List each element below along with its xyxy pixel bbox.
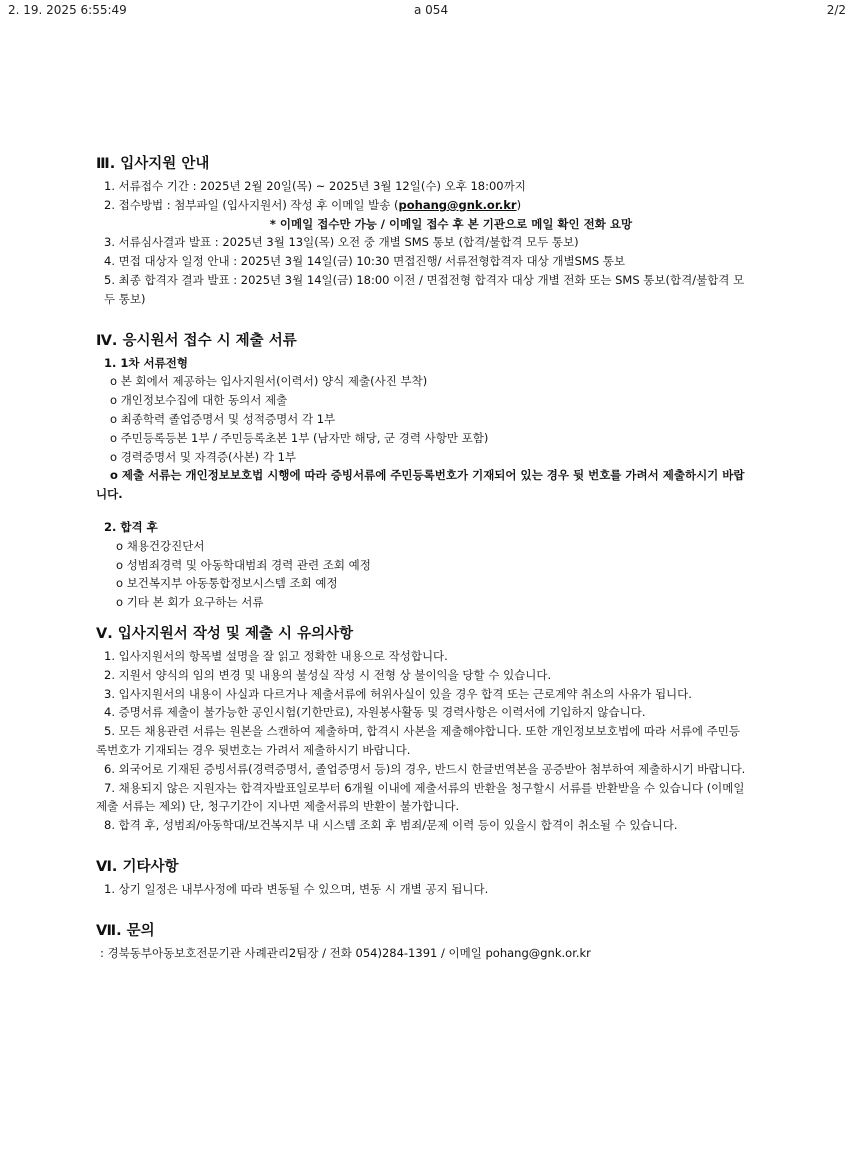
list-item: 1. 서류접수 기간 : 2025년 2월 20일(목) ~ 2025년 3월 12일(수) 오후 18:00까지 (104, 179, 526, 193)
section-title: Ⅲ. 입사지원 안내 (96, 156, 210, 172)
list-item: o 본 회에서 제공하는 입사지원서(이력서) 양식 제출(사진 부착) (110, 374, 428, 389)
list-item: 6. 외국어로 기재된 증빙서류(경력증명서, 졸업증명서 등)의 경우, 반드시 한글번역본을 공증받아 첨부하여 제출하시기 바랍니다. (104, 761, 746, 776)
list-item: o 주민등록등본 1부 / 주민등록초본 1부 (남자만 해당, 군 경력 사항만 포함) (110, 430, 489, 445)
privacy-notice: o 제출 서류는 개인정보보호법 시행에 따라 증빙서류에 주민등록번호가 기재되어 있는 경우 뒷 번호를 가려서 제출하시기 바랍니다. (96, 468, 745, 502)
list-item: 3. 서류심사결과 발표 : 2025년 3월 13일(목) 오전 중 개별 SMS 통보 (합격/불합격 모두 통보) (104, 235, 579, 250)
subsection-title: 2. 합격 후 (104, 519, 158, 534)
section-other (96, 855, 746, 899)
list-item: o 채용건강진단서 (116, 538, 205, 553)
document-code: a 054 (414, 3, 449, 17)
list-item: o 기타 본 회가 요구하는 서류 (116, 595, 264, 610)
list-item: 4. 면접 대상자 일정 안내 : 2025년 3월 14일(금) 10:30 면접진행/ 서류전형합격자 대상 개별SMS 통보 (104, 254, 626, 269)
list-item: 5. 모든 채용관련 서류는 원본을 스캔하여 제출하며, 합격시 사본을 제출해야합니다. 또한 개인정보보호법에 따라 서류에 주민등록번호가 기재되는 경우 뒷번호는 가려서 제출하시기 바랍니다. (96, 724, 741, 757)
list-item: 1. 상기 일정은 내부사정에 따라 변동될 수 있으며, 변동 시 개별 공지 됩니다. (104, 881, 489, 896)
list-item: o 경력증명서 및 자격증(사본) 각 1부 (110, 449, 297, 464)
list-item: 2. 지원서 양식의 임의 변경 및 내용의 불성실 작성 시 전형 상 불이익을 당할 수 있습니다. (104, 667, 552, 682)
list-item: 7. 채용되지 않은 지원자는 합격자발표일로부터 6개월 이내에 제출서류의 반환을 청구할시 서류를 반환받을 수 있습니다 (이메일 제출 서류는 제외) 단, 청구기간이 지나면 제출서류의 반환이 불가합니다. (96, 780, 745, 814)
section-contact (96, 919, 746, 963)
document-body (96, 152, 746, 963)
contact-info: : 경북동부아동보호전문기관 사례관리2팀장 / 전화 054)284-1391 / 이메일 pohang@gnk.or.kr (100, 945, 591, 960)
list-item-text: ) (516, 197, 522, 212)
list-item: o 개인정보수집에 대한 동의서 제출 (110, 393, 288, 408)
print-datetime: 2. 19. 2025 6:55:49 (8, 3, 127, 17)
section-application-guide (96, 152, 746, 309)
list-item (96, 196, 746, 215)
list-item: 5. 최종 합격자 결과 발표 : 2025년 3월 14일(금) 18:00 이전 / 면접전형 합격자 대상 개별 전화 또는 SMS 통보(합격/불합격 모두 통보) (104, 272, 745, 306)
list-item: o 최종학력 졸업증명서 및 성적증명서 각 1부 (110, 411, 336, 426)
list-item: o 보건복지부 아동통합정보시스템 조회 예정 (116, 576, 338, 591)
email-note: * 이메일 접수만 가능 / 이메일 접수 후 본 기관으로 메일 확인 전화 요망 (269, 216, 633, 231)
section-required-documents (96, 329, 746, 612)
section-title: Ⅳ. 응시원서 접수 시 제출 서류 (96, 332, 297, 349)
list-item: 3. 입사지원서의 내용이 사실과 다르거나 제출서류에 허위사실이 있을 경우 합격 또는 근로계약 취소의 사유가 됩니다. (104, 686, 692, 701)
list-item: 8. 합격 후, 성범죄/아동학대/보건복지부 내 시스템 조회 후 범죄/문제 이력 등이 있을시 합격이 취소될 수 있습니다. (104, 818, 678, 833)
list-item: 4. 증명서류 제출이 불가능한 공인시험(기한만료), 자원봉사활동 및 경력사항은 이력서에 기입하지 않습니다. (104, 705, 646, 720)
section-precautions (96, 622, 746, 835)
list-item-text: 2. 접수방법 : 첨부파일 (입사지원서) 작성 후 이메일 발송 ( (104, 197, 399, 212)
section-title: Ⅴ. 입사지원서 작성 및 제출 시 유의사항 (96, 625, 354, 642)
email-link[interactable]: pohang@gnk.or.kr (398, 197, 517, 212)
section-title: Ⅵ. 기타사항 (96, 858, 179, 875)
list-item: o 성범죄경력 및 아동학대범죄 경력 관련 조회 예정 (116, 557, 371, 572)
section-title: Ⅶ. 문의 (96, 922, 155, 939)
subsection-title: 1. 1차 서류전형 (104, 355, 188, 370)
list-item: 1. 입사지원서의 항목별 설명을 잘 읽고 정확한 내용으로 작성합니다. (104, 648, 448, 663)
page-number: 2/2 (826, 3, 846, 17)
